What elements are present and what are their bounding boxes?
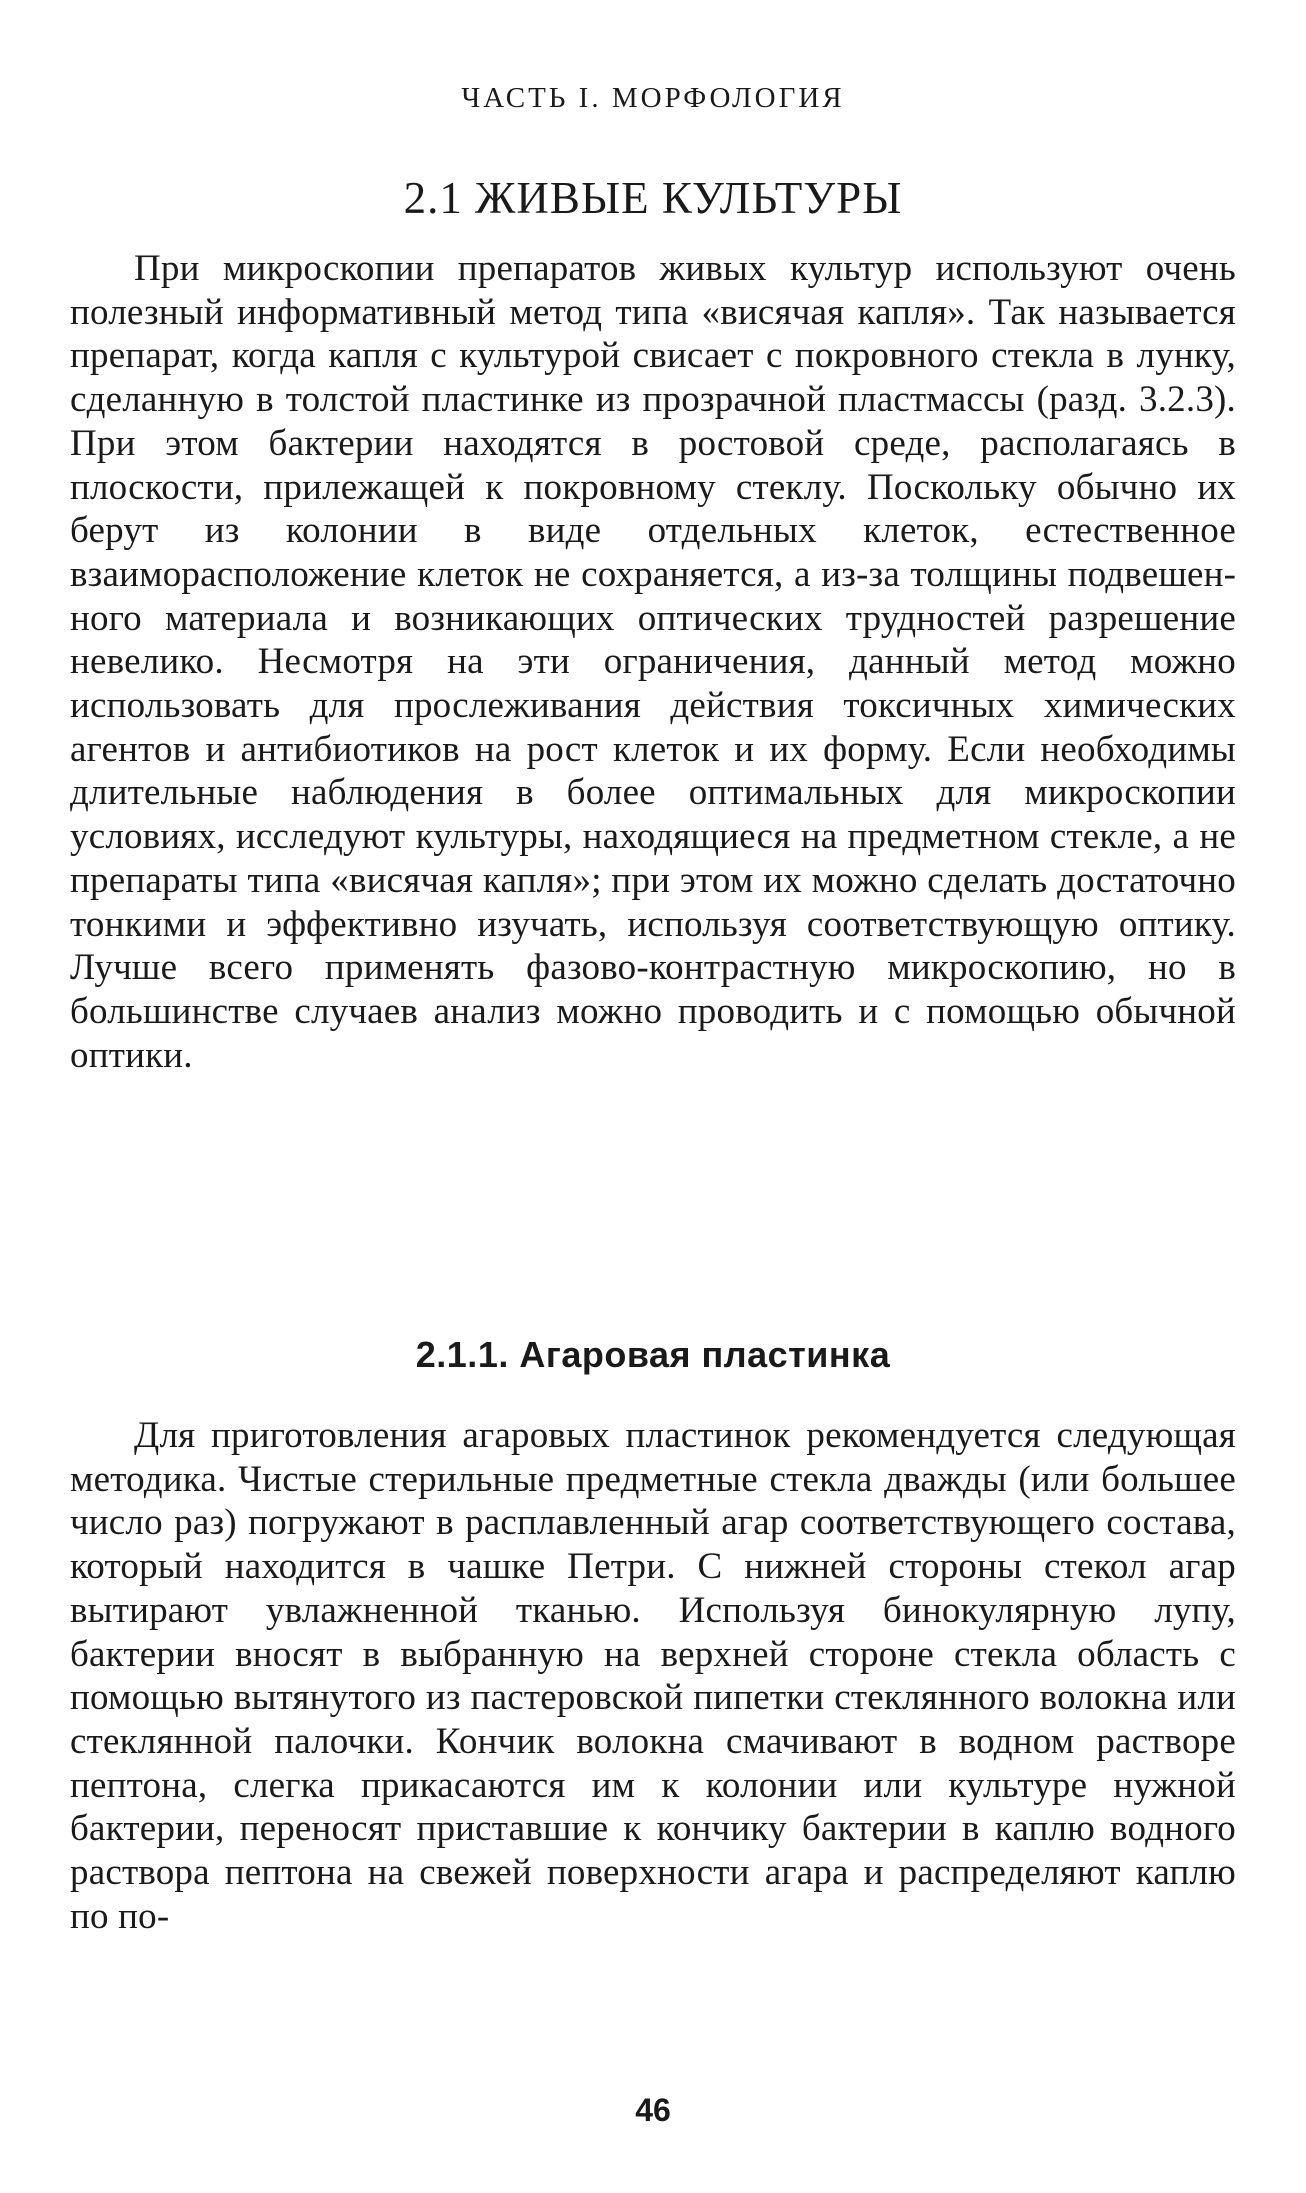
section-title: 2.1 ЖИВЫЕ КУЛЬТУРЫ <box>403 173 903 223</box>
section-paragraph: При микроскопии препаратов живых культур используют очень полезный информативный метод типа «висячая капля». Так называется препарат, когда капля с культурой свисает с покровного стекла в лунку, сделанную в толстой пластинке из прозрачной пластмассы (разд. 3.2.3). При этом бактерии находятся в ростовой среде, располагаясь в плоскости, прилежащей к покровному стеклу. Поскольку обычно их берут из колонии в виде отдельных клеток, естественное взаиморасположение клеток не сохраняется, а из-за толщины подвешенного материала и возникающих оптических трудностей разрешение невелико. Несмотря на эти ограничения, данный метод можно использовать для прослеживания действия токсичных химических агентов и антибиотиков на рост клеток и их форму. Если необходимы длительные наблюдения в более оптимальных для микроскопии условиях, исследуют культуры, находящиеся на предметном стекле, а не препараты типа «висячая капля»; при этом их можно сделать достаточно тонкими и эффективно изучать, используя соответствующую оптику. Лучше всего применять фазово-контрастную микроскопию, но в большинстве случаев анализ можно проводить и с помощью обычной оптики. <box>70 248 1236 1076</box>
subsection-paragraph: Для приготовления агаровых пластинок рекомендуется следующая методика. Чистые стерильные предметные стекла дважды (или большее число раз) погружают в расплавленный агар соответствующего состава, который находится в чашке Петри. С нижней стороны стекол агар вытирают увлажненной тканью. Используя бинокулярную лупу, бактерии вносят в выбранную на верхней стороне стекла область с помощью вытянутого из пастеровской пипетки стеклянного волокна или стеклянной палочки. Кончик волокна смачивают в водном растворе пептона, слегка прикасаются им к колонии или культуре нужной бактерии, переносят приставшие к кончику бактерии в каплю водного раствора пептона на свежей поверхности агара и распределяют каплю по по- <box>70 1415 1236 1937</box>
page-number: 46 <box>635 2092 671 2128</box>
running-head: ЧАСТЬ I. МОРФОЛОГИЯ <box>461 82 845 114</box>
subsection-title: 2.1.1. Агаровая пластинка <box>415 1334 891 1375</box>
